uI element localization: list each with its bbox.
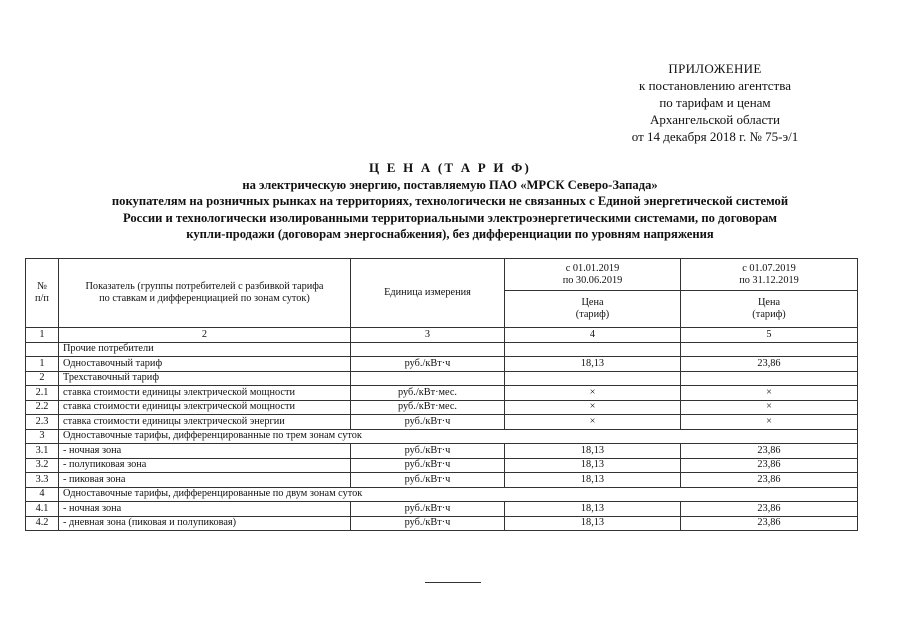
row-indicator: Одноставочный тариф	[59, 357, 351, 372]
table-row	[26, 415, 858, 430]
header-num-cell	[26, 259, 59, 328]
header-num-label: №	[37, 281, 47, 292]
row-price-period2: 23,86	[681, 502, 858, 517]
row-price-period1: ×	[505, 400, 681, 415]
row-indicator: ставка стоимости единицы электрической мощности	[59, 386, 351, 401]
row-unit: руб./кВт·ч	[351, 473, 505, 488]
header-indicator-label: по ставкам и дифференциацией по зонам суток)	[99, 293, 310, 304]
row-number: 3.2	[26, 458, 59, 473]
table-row	[26, 444, 858, 459]
appendix-line: от 14 декабря 2018 г. № 75-э/1	[631, 129, 799, 144]
table-row	[26, 487, 858, 502]
table-row	[26, 357, 858, 372]
row-price-period2: ×	[681, 400, 858, 415]
row-price-period2: ×	[681, 386, 858, 401]
row-number: 4.1	[26, 502, 59, 517]
header-period2-cell	[681, 259, 858, 291]
row-indicator: Трехставочный тариф	[59, 371, 351, 386]
row-indicator: - ночная зона	[59, 502, 351, 517]
separator-line	[425, 582, 481, 583]
row-unit: руб./кВт·ч	[351, 444, 505, 459]
row-indicator: Одноставочные тарифы, дифференцированные по трем зонам суток	[59, 429, 858, 444]
row-unit: руб./кВт·ч	[351, 502, 505, 517]
appendix-title: ПРИЛОЖЕНИЕ	[668, 61, 762, 76]
row-price-period1	[505, 371, 681, 386]
header-unit-cell: Единица измерения	[351, 259, 505, 328]
header-period-label: с 01.01.2019	[565, 262, 620, 274]
table-row	[26, 502, 858, 517]
appendix-block	[600, 60, 830, 145]
header-price-label: Цена	[757, 297, 781, 308]
header-price-cell	[681, 291, 858, 328]
table-header-row	[26, 259, 858, 291]
row-number: 2	[26, 371, 59, 386]
row-number: 1	[26, 357, 59, 372]
row-price-period2	[681, 342, 858, 357]
row-number	[26, 342, 59, 357]
header-price-label: (тариф)	[752, 309, 786, 320]
table-row	[26, 516, 858, 531]
row-price-period1: ×	[505, 415, 681, 430]
row-indicator: - дневная зона (пиковая и полупиковая)	[59, 516, 351, 531]
row-number: 3	[26, 429, 59, 444]
row-price-period1	[505, 342, 681, 357]
tariff-table	[25, 258, 858, 531]
document-title: Ц Е Н А (Т А Р И Ф)	[368, 160, 532, 175]
row-number: 3.3	[26, 473, 59, 488]
header-price-cell	[505, 291, 681, 328]
row-unit: руб./кВт·мес.	[351, 386, 505, 401]
table-row	[26, 400, 858, 415]
row-unit: руб./кВт·мес.	[351, 400, 505, 415]
row-number: 2.3	[26, 415, 59, 430]
row-price-period2: 23,86	[681, 444, 858, 459]
table-row	[26, 371, 858, 386]
row-number: 3.1	[26, 444, 59, 459]
header-indicator-label: Показатель (группы потребителей с разбивкой тарифа	[85, 281, 324, 292]
row-unit: руб./кВт·ч	[351, 516, 505, 531]
appendix-line: Архангельской области	[650, 112, 780, 127]
row-unit: руб./кВт·ч	[351, 357, 505, 372]
row-unit: руб./кВт·ч	[351, 458, 505, 473]
appendix-line: по тарифам и ценам	[659, 95, 771, 110]
row-price-period2: ×	[681, 415, 858, 430]
row-price-period2: 23,86	[681, 473, 858, 488]
row-number: 4.2	[26, 516, 59, 531]
row-indicator: Прочие потребители	[59, 342, 351, 357]
header-num-label: п/п	[35, 293, 49, 304]
appendix-line: к постановлению агентства	[639, 78, 791, 93]
row-price-period1: ×	[505, 386, 681, 401]
header-period-label: по 30.06.2019	[562, 274, 623, 286]
column-number: 5	[681, 328, 858, 343]
header-price-label: Цена	[581, 297, 604, 308]
row-price-period2: 23,86	[681, 357, 858, 372]
column-number: 2	[59, 328, 351, 343]
row-indicator: - полупиковая зона	[59, 458, 351, 473]
document-heading	[20, 160, 880, 243]
column-number-row	[26, 328, 858, 343]
row-price-period1: 18,13	[505, 473, 681, 488]
heading-line: России и технологически изолированными территориальными электроэнергетическими системами, по договорам	[122, 210, 777, 225]
heading-line: покупателям на розничных рынках на территориях, технологически не связанных с Единой энергетической системой	[111, 194, 789, 208]
row-indicator: ставка стоимости единицы электрической мощности	[59, 400, 351, 415]
header-period-label: с 01.07.2019	[742, 262, 796, 274]
header-period1-cell	[505, 259, 681, 291]
row-price-period2	[681, 371, 858, 386]
row-unit	[351, 342, 505, 357]
row-indicator: - ночная зона	[59, 444, 351, 459]
column-number: 3	[351, 328, 505, 343]
table-row	[26, 458, 858, 473]
row-price-period1: 18,13	[505, 502, 681, 517]
row-number: 2.1	[26, 386, 59, 401]
row-price-period1: 18,13	[505, 516, 681, 531]
header-period-label: по 31.12.2019	[739, 274, 799, 286]
row-price-period2: 23,86	[681, 458, 858, 473]
row-price-period1: 18,13	[505, 444, 681, 459]
table-row	[26, 473, 858, 488]
heading-line: на электрическую энергию, поставляемую ПАО «МРСК Северо-Запада»	[242, 177, 658, 192]
row-price-period2: 23,86	[681, 516, 858, 531]
header-indicator-cell	[59, 259, 351, 328]
row-indicator: Одноставочные тарифы, дифференцированные по двум зонам суток	[59, 487, 858, 502]
row-price-period1: 18,13	[505, 357, 681, 372]
header-price-label: (тариф)	[575, 309, 610, 320]
row-price-period1: 18,13	[505, 458, 681, 473]
row-number: 4	[26, 487, 59, 502]
table-row	[26, 342, 858, 357]
row-indicator: ставка стоимости единицы электрической энергии	[59, 415, 351, 430]
column-number: 4	[505, 328, 681, 343]
table-row	[26, 429, 858, 444]
table-row	[26, 386, 858, 401]
row-number: 2.2	[26, 400, 59, 415]
row-unit: руб./кВт·ч	[351, 415, 505, 430]
row-unit	[351, 371, 505, 386]
row-indicator: - пиковая зона	[59, 473, 351, 488]
heading-line: купли-продажи (договорам энергоснабжения), без дифференциации по уровням напряжения	[186, 227, 714, 241]
column-number: 1	[26, 328, 59, 343]
